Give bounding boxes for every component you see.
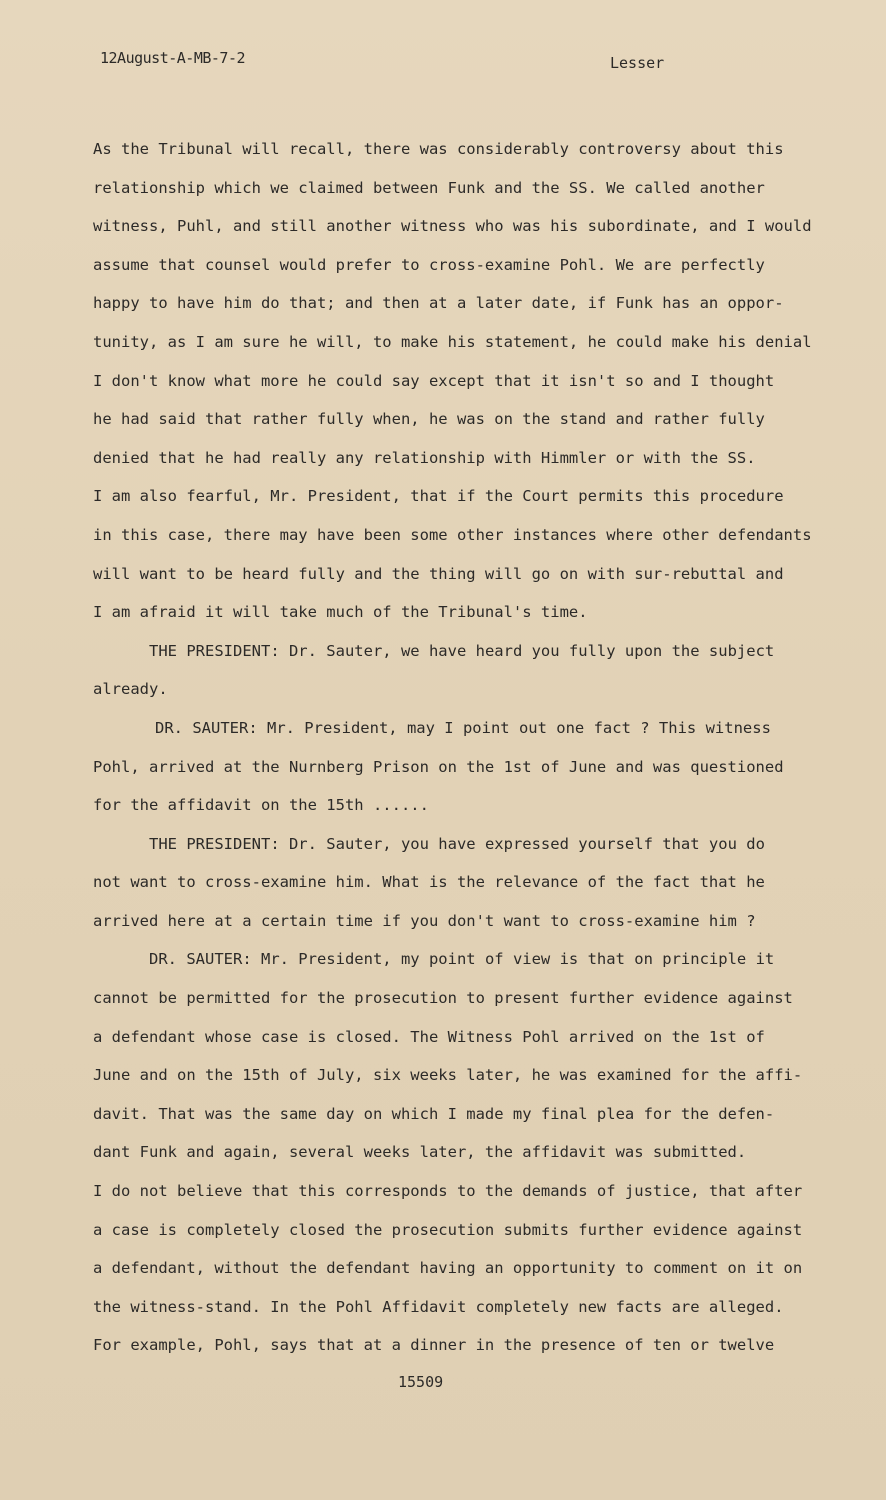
document-reference: 12August-A-MB-7-2	[100, 49, 246, 67]
text-line: witness, Puhl, and still another witness who was his subordinate, and I would	[93, 217, 812, 236]
transcript-body	[93, 130, 853, 1365]
text-line: davit. That was the same day on which I made my final plea for the defen-	[93, 1104, 775, 1123]
text-line: arrived here at a certain time if you don't want to cross-examine him ?	[93, 911, 756, 930]
text-line: THE PRESIDENT: Dr. Sauter, we have heard you fully upon the subject	[149, 641, 775, 660]
text-line: happy to have him do that; and then at a later date, if Funk has an oppor-	[93, 294, 784, 313]
text-line: denied that he had really any relationship with Himmler or with the SS.	[93, 448, 756, 467]
text-line: assume that counsel would prefer to cross-examine Pohl. We are perfectly	[93, 255, 765, 274]
text-line: DR. SAUTER: Mr. President, my point of view is that on principle it	[149, 950, 775, 969]
text-line: he had said that rather fully when, he was on the stand and rather fully	[93, 410, 765, 429]
text-line: cannot be permitted for the prosecution to present further evidence against	[93, 989, 793, 1008]
text-line: THE PRESIDENT: Dr. Sauter, you have expressed yourself that you do	[149, 834, 765, 853]
text-line: for the affidavit on the 15th ......	[93, 796, 429, 815]
text-line: relationship which we claimed between Funk and the SS. We called another	[93, 178, 765, 197]
text-line: For example, Pohl, says that at a dinner in the presence of ten or twelve	[93, 1336, 775, 1355]
text-line: I do not believe that this corresponds to the demands of justice, that after	[93, 1182, 803, 1201]
text-line: I don't know what more he could say except that it isn't so and I thought	[93, 371, 775, 390]
text-line: already.	[93, 680, 168, 699]
text-line: Pohl, arrived at the Nurnberg Prison on the 1st of June and was questioned	[93, 757, 784, 776]
text-line: June and on the 15th of July, six weeks later, he was examined for the affi-	[93, 1066, 803, 1085]
text-line: not want to cross-examine him. What is the relevance of the fact that he	[93, 873, 765, 892]
text-line: dant Funk and again, several weeks later, the affidavit was submitted.	[93, 1143, 747, 1162]
text-line: I am afraid it will take much of the Tribunal's time.	[93, 603, 588, 622]
text-line: a defendant, without the defendant having an opportunity to comment on it on	[93, 1259, 803, 1278]
text-line: As the Tribunal will recall, there was considerably controversy about this	[93, 140, 784, 158]
text-line: in this case, there may have been some other instances where other defendants	[93, 525, 812, 544]
page-number: 15509	[398, 1373, 444, 1391]
text-line: I am also fearful, Mr. President, that if the Court permits this procedure	[93, 487, 784, 506]
text-line: will want to be heard fully and the thing will go on with sur-rebuttal and	[93, 564, 784, 583]
text-line: tunity, as I am sure he will, to make his statement, he could make his denial	[93, 332, 812, 351]
text-line: a defendant whose case is closed. The Witness Pohl arrived on the 1st of	[93, 1027, 765, 1046]
text-line: DR. SAUTER: Mr. President, may I point out one fact ? This witness	[155, 718, 771, 737]
text-line: the witness-stand. In the Pohl Affidavit completely new facts are alleged.	[93, 1297, 784, 1316]
text-line: a case is completely closed the prosecution submits further evidence against	[93, 1220, 803, 1239]
speaker-name: Lesser	[610, 54, 665, 72]
